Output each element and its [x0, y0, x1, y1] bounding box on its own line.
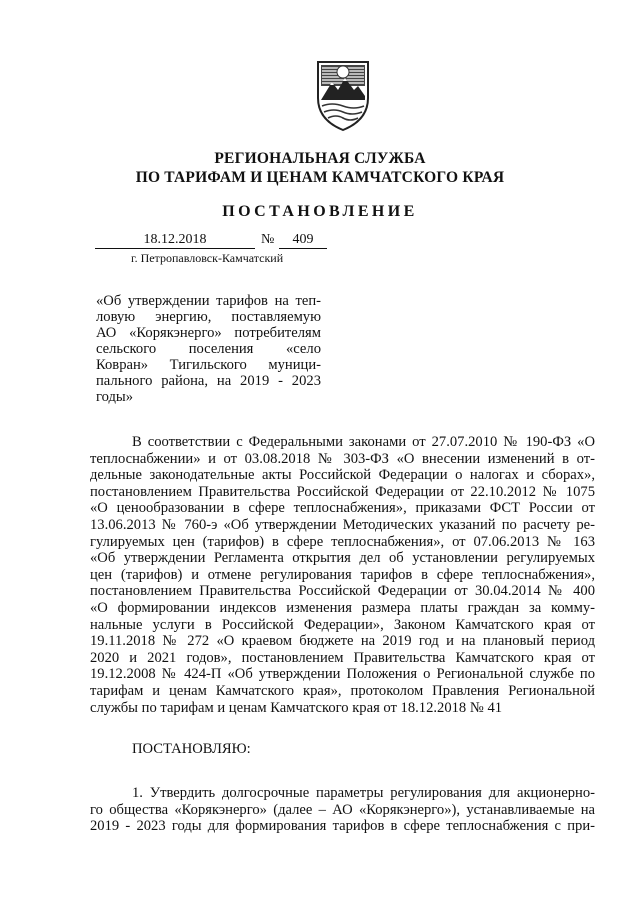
subject-line: ловую энергию, поставляемую [96, 309, 321, 325]
subject-line: Ковран» Тигильского муници- [96, 357, 321, 373]
document-date: 18.12.2018 [95, 232, 255, 249]
body-line: «Об утверждении Регламента открытия дел об установлении регулируемых [90, 550, 595, 567]
body-line: гулируемых цен (тарифов) в сфере теплоснабжения», от 07.06.2013 № 163 [90, 533, 595, 550]
body-line: 13.06.2013 № 760-э «Об утверждении Методических указаний по расчету ре- [90, 516, 595, 533]
number-sign: № [261, 232, 275, 247]
body-line: го общества «Корякэнерго» (далее – АО «Корякэнерго»), устанавливаемые на [90, 801, 595, 818]
body-line: нальные услуги в Российской Федерации», Законом Камчатского края от [90, 616, 595, 633]
decree-heading: ПОСТАНОВЛЯЮ: [132, 741, 251, 757]
body-line: дельные законодательные акты Российской Федерации о налогах и сборах», [90, 467, 595, 484]
body-line: 19.12.2008 № 424-П «Об утверждении Положения о Региональной службе по [90, 666, 595, 683]
subject-line: годы» [96, 389, 134, 405]
subject-line: АО «Корякэнерго» потребителям [96, 325, 321, 341]
body-line: 1. Утвердить долгосрочные параметры регулирования для акционерно- [132, 785, 595, 801]
preamble-paragraph [90, 434, 595, 716]
body-line: 2019 - 2023 годы для формирования тарифов в сфере теплоснабжения с при- [90, 818, 595, 835]
org-name-line2: ПО ТАРИФАМ И ЦЕНАМ КАМЧАТСКОГО КРАЯ [135, 169, 505, 186]
body-line: «О ценообразовании в сфере теплоснабжения», приказами ФСТ России от [90, 500, 595, 517]
body-line: постановлением Правительства Российской Федерации от 22.10.2012 № 1075 [90, 483, 595, 500]
body-line: цен (тарифов) и отмене регулирования тарифов в сфере теплоснабжения», [90, 566, 595, 583]
subject-line: сельского поселения «село [96, 341, 321, 357]
body-line: службы по тарифам и ценам Камчатского края от 18.12.2018 № 41 [90, 699, 503, 716]
body-line: В соответствии с Федеральными законами от 27.07.2010 № 190-ФЗ «О [132, 434, 595, 450]
body-line: тарифам и ценам Камчатского края», протоколом Правления Региональной [90, 682, 595, 699]
issue-city: г. Петропавловск-Камчатский [131, 251, 284, 265]
body-line: теплоснабжении» и от 03.08.2018 № 303-ФЗ «О внесении изменений в от- [90, 450, 595, 467]
document-type-title: ПОСТАНОВЛЕНИЕ [222, 203, 418, 220]
body-line: 2020 и 2021 годов», постановлением Правительства Камчатского края от [90, 649, 595, 666]
document-number: 409 [279, 232, 327, 249]
kamchatka-coat-of-arms-icon [312, 56, 374, 134]
body-line: 19.11.2018 № 272 «О краевом бюджете на 2019 год и на плановый период [90, 633, 595, 650]
subject-line: «Об утверждении тарифов на теп- [96, 293, 321, 309]
clause-1-paragraph [90, 785, 595, 835]
org-name-line1: РЕГИОНАЛЬНАЯ СЛУЖБА [214, 150, 426, 167]
body-line: «О формировании индексов изменения размера платы граждан за комму- [90, 599, 595, 616]
body-line: постановлением Правительства Российской Федерации от 30.04.2014 № 400 [90, 583, 595, 600]
subject-line: пального района, на 2019 - 2023 [96, 373, 321, 389]
document-subject [96, 293, 321, 405]
